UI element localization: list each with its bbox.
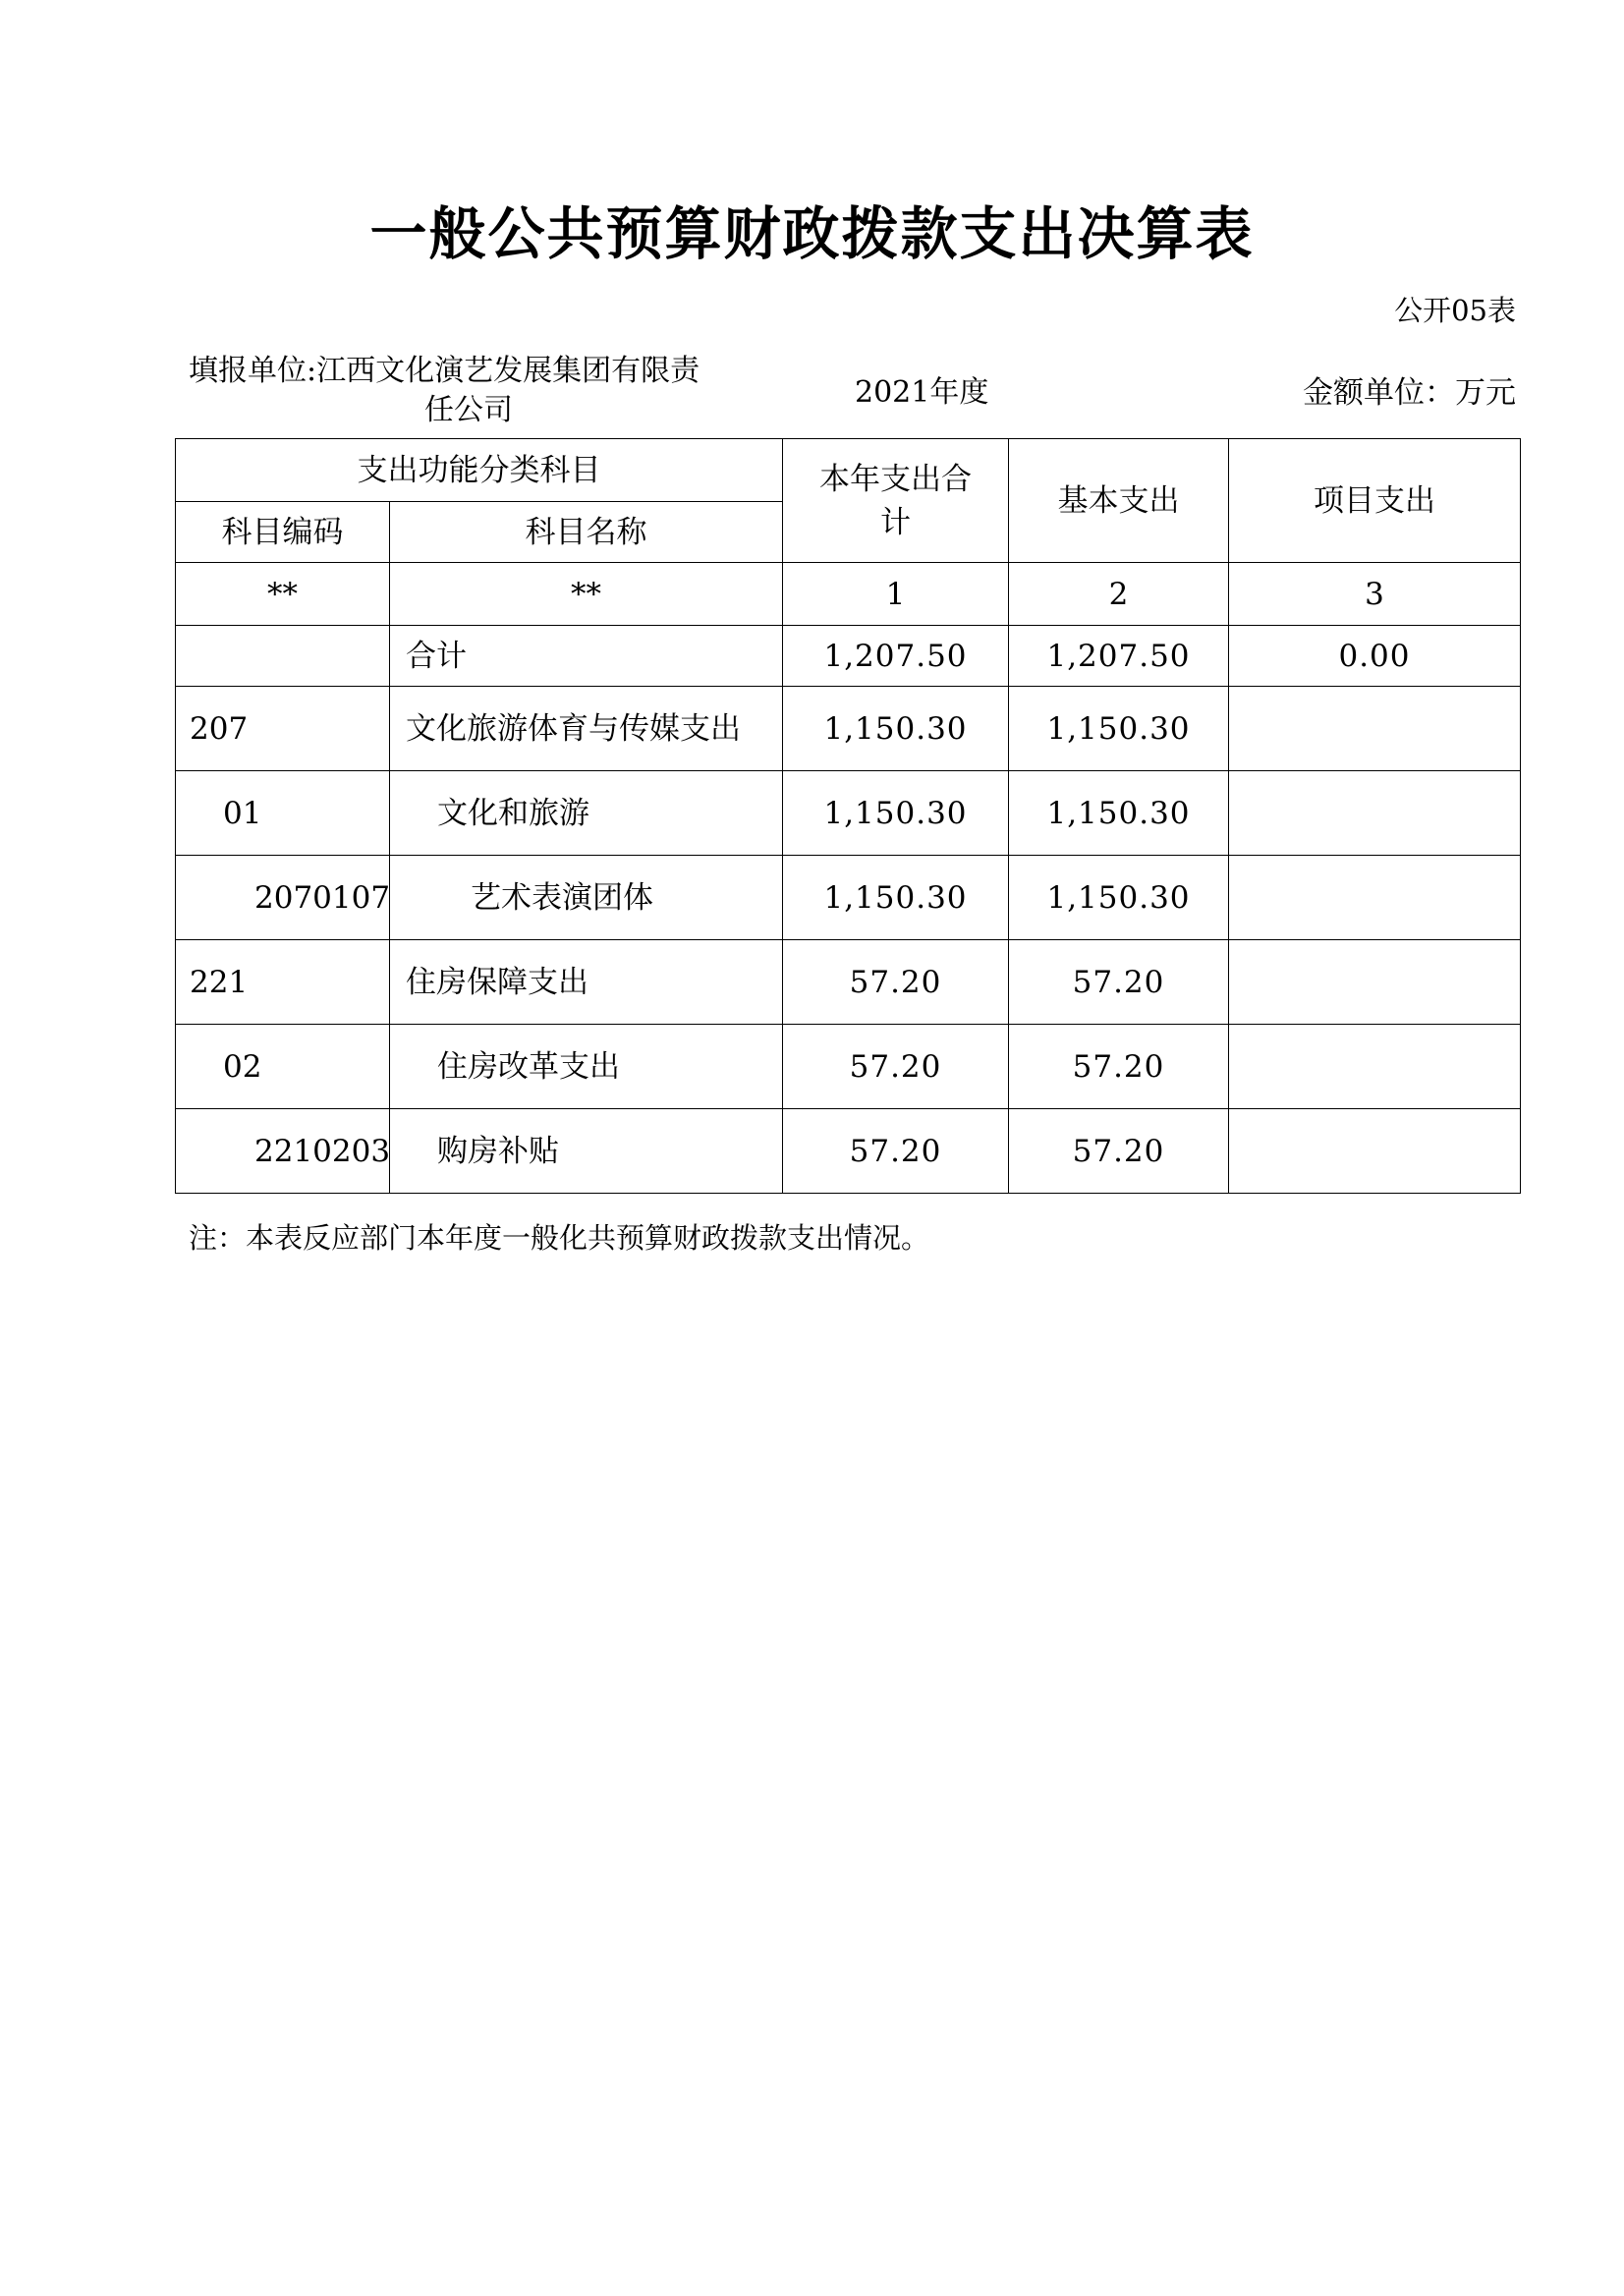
table-row	[176, 1025, 1521, 1109]
header-total	[783, 439, 1009, 563]
expenditure-table	[175, 438, 1521, 1194]
code-cell: 2070107	[176, 856, 390, 940]
basic-cell: 57.20	[1009, 940, 1229, 1025]
header-function-group: 支出功能分类科目	[176, 439, 783, 502]
reporting-unit	[189, 352, 778, 430]
index-cell: 1	[783, 563, 1009, 626]
name-cell: 艺术表演团体	[390, 856, 783, 940]
name-cell: 住房保障支出	[390, 940, 783, 1025]
header-code: 科目编码	[176, 502, 390, 563]
table-row	[176, 687, 1521, 771]
project-cell	[1229, 940, 1521, 1025]
table-row	[176, 1109, 1521, 1194]
money-unit: 金额单位：万元	[1303, 375, 1516, 411]
basic-cell: 1,150.30	[1009, 771, 1229, 856]
footnote: 注：本表反应部门本年度一般化共预算财政拨款支出情况。	[189, 1221, 930, 1255]
reporting-unit-line2: 任公司	[424, 393, 513, 427]
form-code: 公开05表	[1394, 294, 1516, 327]
total-row	[176, 626, 1521, 687]
table-row	[176, 771, 1521, 856]
code-cell: 02	[176, 1025, 390, 1109]
index-row	[176, 563, 1521, 626]
name-cell: 文化旅游体育与传媒支出	[390, 687, 783, 771]
fiscal-year: 2021年度	[855, 375, 989, 410]
table-row	[176, 940, 1521, 1025]
basic-cell: 1,150.30	[1009, 687, 1229, 771]
total-cell: 57.20	[783, 1025, 1009, 1109]
header-total-text: 本年支出合计	[819, 461, 972, 540]
reporting-unit-line1: 填报单位:江西文化演艺发展集团有限责	[189, 354, 700, 388]
project-cell	[1229, 1025, 1521, 1109]
total-basic-cell: 1,207.50	[1009, 626, 1229, 687]
total-code-cell	[176, 626, 390, 687]
code-cell: 207	[176, 687, 390, 771]
index-cell: 3	[1229, 563, 1521, 626]
code-cell: 01	[176, 771, 390, 856]
total-amount-cell: 1,207.50	[783, 626, 1009, 687]
name-cell: 购房补贴	[390, 1109, 783, 1194]
page-title: 一般公共预算财政拨款支出决算表	[369, 200, 1255, 267]
index-cell: **	[390, 563, 783, 626]
header-basic: 基本支出	[1009, 439, 1229, 563]
code-cell: 221	[176, 940, 390, 1025]
total-cell: 1,150.30	[783, 856, 1009, 940]
project-cell	[1229, 687, 1521, 771]
basic-cell: 1,150.30	[1009, 856, 1229, 940]
project-cell	[1229, 1109, 1521, 1194]
index-cell: 2	[1009, 563, 1229, 626]
table-row	[176, 856, 1521, 940]
name-cell: 住房改革支出	[390, 1025, 783, 1109]
header-name: 科目名称	[390, 502, 783, 563]
index-cell: **	[176, 563, 390, 626]
total-cell: 57.20	[783, 940, 1009, 1025]
basic-cell: 57.20	[1009, 1025, 1229, 1109]
code-cell: 2210203	[176, 1109, 390, 1194]
total-cell: 57.20	[783, 1109, 1009, 1194]
total-cell: 1,150.30	[783, 771, 1009, 856]
header-project: 项目支出	[1229, 439, 1521, 563]
name-cell: 文化和旅游	[390, 771, 783, 856]
total-name-cell: 合计	[390, 626, 783, 687]
total-project-cell: 0.00	[1229, 626, 1521, 687]
project-cell	[1229, 771, 1521, 856]
basic-cell: 57.20	[1009, 1109, 1229, 1194]
total-cell: 1,150.30	[783, 687, 1009, 771]
project-cell	[1229, 856, 1521, 940]
